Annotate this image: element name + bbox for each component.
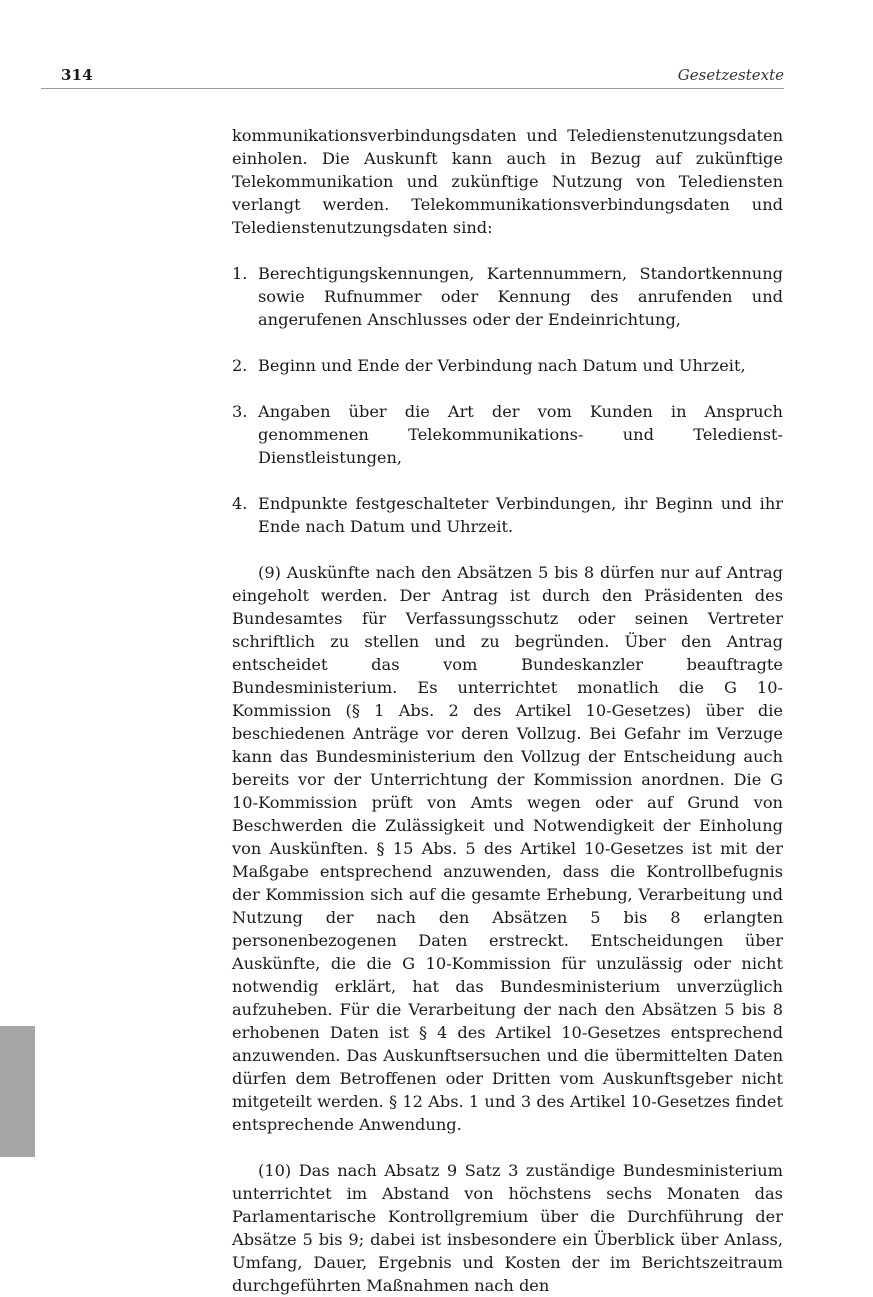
- list-text: Endpunkte festgeschalteter Verbindungen, ihr Beginn und ihr Ende nach Datum und Uhrzeit.: [258, 494, 783, 536]
- paragraph-spacer: [232, 1136, 783, 1159]
- list-item: [232, 400, 783, 469]
- intro-paragraph: kommunikationsverbindungsdaten und Teledienstenutzungsdaten einholen. Die Auskunft kann auch in Bezug auf zukünftige Telekommunikation und zukünftige Nutzung von Telediensten verlangt werden. Telekommunikationsverbindungsdaten und Teledienstenutzungsdaten sind:: [232, 126, 783, 237]
- paragraph-9: (9) Auskünfte nach den Absätzen 5 bis 8 dürfen nur auf Antrag eingeholt werden. Der Antrag ist durch den Präsidenten des Bundesamtes für Verfassungsschutz oder seinen Vertreter schriftlich zu stellen und zu begründen. Über den Antrag entscheidet das vom Bundeskanzler beauftragte Bundesministerium. Es unterrichtet monatlich die G 10-Kommission (§ 1 Abs. 2 des Artikel 10-Gesetzes) über die beschiedenen Anträge vor deren Vollzug. Bei Gefahr im Verzuge kann das Bundesministerium den Vollzug der Entscheidung auch bereits vor der Unterrichtung der Kommission anordnen. Die G 10-Kommission prüft von Amts wegen oder auf Grund von Beschwerden die Zulässigkeit und Notwendigkeit der Einholung von Auskünften. § 15 Abs. 5 des Artikel 10-Gesetzes ist mit der Maßgabe entsprechend anzuwenden, dass die Kontrollbefugnis der Kommission sich auf die gesamte Erhebung, Verarbeitung und Nutzung der nach den Absätzen 5 bis 8 erlangten personenbezogenen Daten erstreckt. Entscheidungen über Auskünfte, die die G 10-Kommission für unzulässig oder nicht notwendig erklärt, hat das Bundesministerium unverzüglich aufzuheben. Für die Verarbeitung der nach den Absätzen 5 bis 8 erhobenen Daten ist § 4 des Artikel 10-Gesetzes entsprechend anzuwenden. Das Auskunftsersuchen und die übermittelten Daten dürfen dem Betroffenen oder Dritten vom Auskunftsgeber nicht mitgeteilt werden. § 12 Abs. 1 und 3 des Artikel 10-Gesetzes findet entsprechende Anwendung.: [232, 563, 783, 1134]
- page-number: 314: [61, 66, 93, 84]
- list-item: [232, 262, 783, 331]
- list-text: Angaben über die Art der vom Kunden in Anspruch genommenen Telekommunikations- und Teledienst-Dienstleistungen,: [258, 402, 783, 467]
- numbered-list: [232, 262, 783, 538]
- list-number: 4.: [232, 494, 248, 513]
- list-number: 3.: [232, 402, 248, 421]
- body-text: [232, 124, 783, 1297]
- list-number: 2.: [232, 356, 248, 375]
- list-number: 1.: [232, 264, 248, 283]
- paragraph-10: (10) Das nach Absatz 9 Satz 3 zuständige Bundesministerium unterrichtet im Abstand von höchstens sechs Monaten das Parlamentarische Kontrollgremium über die Durchführung der Absätze 5 bis 9; dabei ist insbesondere ein Überblick über Anlass, Umfang, Dauer, Ergebnis und Kosten der im Berichtszeitraum durchgeführten Maßnahmen nach den: [232, 1161, 783, 1295]
- running-header: [41, 64, 784, 89]
- list-text: Berechtigungskennungen, Kartennummern, Standortkennung sowie Rufnummer oder Kennung des anrufenden und angerufenen Anschlusses oder der Endeinrichtung,: [258, 264, 783, 329]
- list-item: [232, 492, 783, 538]
- list-item: [232, 354, 783, 377]
- thumb-index-tab: [0, 1026, 35, 1157]
- section-title: Gesetzestexte: [677, 66, 784, 84]
- list-text: Beginn und Ende der Verbindung nach Datum und Uhrzeit,: [258, 356, 746, 375]
